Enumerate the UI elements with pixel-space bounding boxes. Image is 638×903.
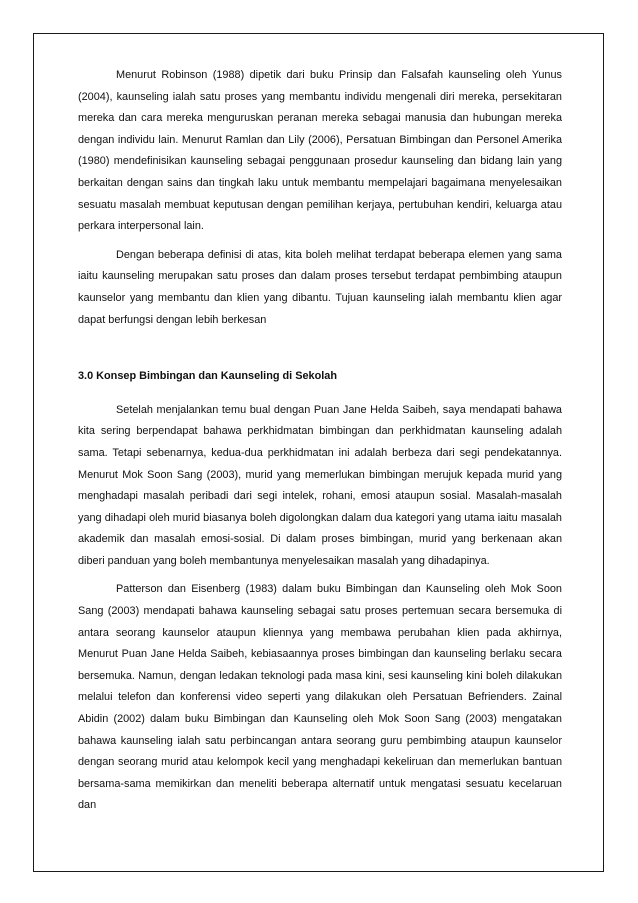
document-body — [78, 65, 562, 817]
paragraph-definitions-summary: Dengan beberapa definisi di atas, kita boleh melihat terdapat beberapa elemen yang sama iaitu kaunseling merupakan satu proses dan dalam proses tersebut terdapat pembimbing ataupun kaunselor yang membantu dan klien yang dibantu. Tujuan kaunseling ialah membantu klien agar dapat berfungsi dengan lebih berkesan — [78, 248, 562, 326]
paragraph-robinson-definition: Menurut Robinson (1988) dipetik dari buku Prinsip dan Falsafah kaunseling oleh Yunus (2004), kaunseling ialah satu proses yang membantu individu mengenali diri mereka, persekitaran mereka dan cara mereka menguruskan peranan mereka sebagai manusia dan hubungan mereka dengan individu lain. Menurut Ramlan dan Lily (2006), Persatuan Bimbingan dan Personel Amerika (1980) mendefinisikan kaunseling sebagai penggunaan prosedur kaunseling dan bidang lain yang berkaitan dengan sains dan tingkah laku untuk membantu mempelajari bagaimana menyelesaikan sesuatu masalah membuat keputusan dengan pemilihan kerjaya, pertubuhan kendiri, keluarga atau perkara interpersonal lain. — [78, 69, 562, 233]
paragraph-interview-findings: Setelah menjalankan temu bual dengan Puan Jane Helda Saibeh, saya mendapati bahawa kita sering berpendapat bahawa perkhidmatan bimbingan dan perkhidmatan kaunseling adalah sama. Tetapi sebenarnya, kedua-dua perkhidmatan ini adalah berbeza dari segi pendekatannya. Menurut Mok Soon Sang (2003), murid yang memerlukan bimbingan merujuk kepada murid yang menghadapi masalah peribadi dari segi intelek, rohani, emosi ataupun sosial. Masalah-masalah yang dihadapi oleh murid biasanya boleh digolongkan dalam dua kategori yang utama iaitu masalah akademik dan masalah emosi-sosial. Di dalam proses bimbingan, murid yang berkenaan akan diberi panduan yang boleh membantunya menyelesaikan masalah yang dihadapinya. — [78, 403, 562, 567]
section-heading: 3.0 Konsep Bimbingan dan Kaunseling di Sekolah — [78, 370, 337, 383]
paragraph-patterson-eisenberg: Patterson dan Eisenberg (1983) dalam buku Bimbingan dan Kaunseling oleh Mok Soon Sang (2003) mendapati bahawa kaunseling sebagai satu proses pertemuan secara bersemuka di antara seorang kaunselor ataupun kliennya yang membawa perubahan klien pada akhirnya, Menurut Puan Jane Helda Saibeh, kebiasaannya proses bimbingan dan kaunseling berlaku secara bersemuka. Namun, dengan ledakan teknologi pada masa kini, sesi kaunseling kini boleh dilakukan melalui telefon dan konferensi video seperti yang dilakukan oleh Persatuan Befrienders. Zainal Abidin (2002) dalam buku Bimbingan dan Kaunseling oleh Mok Soon Sang (2003) mengatakan bahawa kaunseling ialah satu perbincangan antara seorang guru pembimbing ataupun kaunselor dengan seorang murid atau kelompok kecil yang menghadapi kekeliruan dan memerlukan bantuan bersama-sama memikirkan dan meneliti beberapa alternatif untuk mengatasi sesuatu kecelaruan dan — [78, 583, 562, 812]
